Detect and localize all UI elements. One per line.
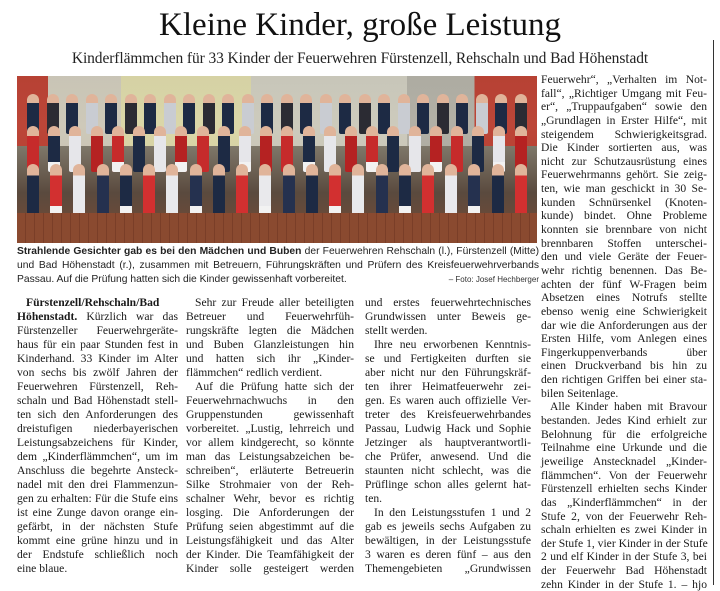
article-line: ten sich den Anforderungen des bbox=[17, 408, 178, 421]
article-line: Auf die Prüfung hatte sich der bbox=[195, 380, 354, 393]
article-text: Kürzlich war das bbox=[77, 310, 178, 323]
article-line: Absetzen eines Notrufs stellte bbox=[541, 291, 707, 305]
headline: Kleine Kinder, große Leistung bbox=[159, 7, 561, 43]
article-line: Belohnung für die erfolgreiche bbox=[541, 427, 707, 441]
article-line: der Kinder. Die Teamfähigkeit der bbox=[186, 548, 354, 561]
photo-person bbox=[27, 164, 39, 216]
article-line: Jetzinger als hauptverantwortli- bbox=[365, 436, 531, 449]
article-line: von sechs bis zwölf Jahren der bbox=[17, 366, 178, 379]
article-line: und erstes feuerwehrtechnisches bbox=[365, 296, 531, 309]
article-line: Prüfung seien abgestimmt auf die bbox=[186, 520, 354, 533]
photo-person bbox=[352, 164, 364, 216]
article-column-3 bbox=[365, 296, 531, 576]
photo-person bbox=[120, 164, 132, 216]
photo-person bbox=[73, 164, 85, 216]
photo-person bbox=[259, 164, 271, 216]
article-line: kommt eine grüne hinzu und in bbox=[17, 534, 178, 547]
article-line: Silke Strohmaier von der Reh- bbox=[186, 478, 354, 491]
article-line bbox=[17, 310, 178, 324]
article-line: ten ihrer Heimatfeuerwehr zei- bbox=[365, 380, 531, 393]
article-line: Feuerwehrnachwuchs in den bbox=[186, 394, 354, 407]
article-line: dar wie die Anforderungen aus der bbox=[541, 318, 707, 332]
article-line: Leistungsfähigkeit und das Alter bbox=[186, 534, 354, 547]
article-line: brennbaren Stoffen unterschei- bbox=[541, 236, 707, 250]
article-line: und hatten sich ihr „Kinder- bbox=[186, 352, 354, 365]
photo-person bbox=[213, 164, 225, 216]
article-line: 2 und elf Kinder in der Stufe 3, bei bbox=[541, 550, 707, 564]
article-line: bewältigen, in der Leistungsstufe bbox=[365, 534, 531, 547]
photo-person bbox=[376, 164, 388, 216]
article-line: nicht zur Schutzausrüstung eines bbox=[541, 154, 707, 168]
article-line bbox=[17, 296, 178, 310]
article-column-2 bbox=[186, 296, 354, 576]
article-column-1 bbox=[17, 296, 178, 576]
article-line: man das Leistungsabzeichen be- bbox=[186, 450, 354, 463]
article-line: flämmchen“. Von der Feuerwehr bbox=[541, 468, 707, 482]
article-line: treter des Kreisfeuerwehrbandes bbox=[365, 408, 531, 421]
article-line: kunden Schnürsenkel (Knoten- bbox=[541, 195, 707, 209]
article-line: jeweilige Anstecknadel „Kinder- bbox=[541, 454, 707, 468]
article-line: Grundwissen unter Beweis ge- bbox=[365, 310, 531, 323]
article-line: Feuerwehrmanns gehört. Sie zeig- bbox=[541, 168, 707, 182]
article-line: Passau, Ludwig Hack und Sophie bbox=[365, 422, 531, 435]
caption-lead: Strahlende Gesichter gab es bei den Mädchen und Buben bbox=[17, 246, 302, 257]
article-line: Fingerkuppenverbands über bbox=[541, 345, 707, 359]
photo-person bbox=[143, 164, 155, 216]
article-line: Leistungsabzeichens für Kinder, bbox=[17, 436, 178, 449]
article-line: schalner Wehr, bevor es richtig bbox=[186, 492, 354, 505]
article-line: gab es jeweils sechs Aufgaben zu bbox=[365, 520, 531, 533]
column-rule bbox=[713, 40, 714, 585]
photo-person bbox=[283, 164, 295, 216]
article-line: den und viele Geräte der Feuer- bbox=[541, 250, 707, 264]
article-line: den richtigen Griffen bei einer sta- bbox=[541, 373, 707, 387]
photo-person bbox=[422, 164, 434, 216]
photo-person bbox=[236, 164, 248, 216]
dateline: Fürstenzell/Rehschaln/Bad bbox=[26, 296, 160, 309]
photo-floor bbox=[17, 213, 537, 243]
photo-person bbox=[97, 164, 109, 216]
article-line: Anschluss die begehrte Ansteck- bbox=[17, 464, 178, 477]
article-line: bilen Seitenlage. bbox=[541, 386, 619, 400]
photo-person bbox=[166, 164, 178, 216]
article-line: se und Fertigkeiten durften sie bbox=[365, 352, 531, 365]
article-line: das „Kinderflämmchen“ in der bbox=[541, 495, 707, 509]
article-line: ten, wie man geschickt in 30 Se- bbox=[541, 182, 707, 196]
dateline-end: Höhenstadt. bbox=[17, 310, 78, 323]
article-line: Feuerwehr“, „Verhalten im Not- bbox=[541, 73, 707, 86]
article-line: bestanden. Jedes Kind erhielt zur bbox=[541, 414, 707, 428]
photo-person bbox=[492, 164, 504, 216]
article-line: losging. Die Anforderungen der bbox=[186, 506, 354, 519]
photo-person bbox=[468, 164, 480, 216]
article-line: Feuerwehren Fürstenzell, Reh- bbox=[17, 380, 178, 393]
article-line: dem „Kinderflämmchen“, um im bbox=[17, 450, 178, 463]
article-line: er“, „Truppaufgaben“ sowie den bbox=[541, 100, 707, 114]
article-line: Ihre neu erworbenen Kenntnis- bbox=[374, 338, 531, 351]
caption-text: der Feuerwehren Rehschaln (l.), Fürstenzell (Mitte) und Bad Höhenstadt (r.), zusammen mit Betreuern, Führungskräften und Prüfern des Kreisfeuerwehrverbands Passau. Auf die Prüfung hatten sich die Kinder gewissenhaft vorbereitet. bbox=[17, 246, 539, 285]
article-line: ebenso wenig eine Schwierigkeit bbox=[541, 304, 707, 318]
photo-person bbox=[190, 164, 202, 216]
photo-person bbox=[445, 164, 457, 216]
group-photo bbox=[17, 76, 537, 243]
article-line: und Buben Glanzleistungen hin bbox=[186, 338, 354, 351]
article-line: achten der fünf W-Fragen beim bbox=[541, 277, 707, 291]
article-line: rungskräfte legten die Mädchen bbox=[186, 324, 354, 337]
article-line: haus für ein paar Stunden fest in bbox=[17, 338, 178, 351]
article-line: che Prüfer, anwesend. Und die bbox=[365, 450, 531, 463]
article-line: zehn Kinder in der Stufe 1. – hjo bbox=[541, 577, 707, 591]
article-line: Kinderhand. 33 Kinder im Alter bbox=[17, 352, 178, 365]
article-line: schaln und Bad Höhenstadt stell- bbox=[17, 394, 178, 407]
article-line: stellt werden. bbox=[365, 324, 428, 337]
article-line: gen zu erhalten: Für die Stufe eins bbox=[17, 492, 178, 505]
article-line: fall“, „Richtiger Umgang mit Feu- bbox=[541, 86, 707, 100]
article-line: ist eine Zunge davon orange ein- bbox=[17, 506, 178, 519]
article-line: Ersten Hilfe, vom Anlegen eines bbox=[541, 332, 707, 346]
article-line: der Feuerwehr Bad Höhenstadt bbox=[541, 564, 707, 578]
photo-person bbox=[306, 164, 318, 216]
article-line: gen. Es waren auch offizielle Ver- bbox=[365, 394, 531, 407]
article-line: Fürstenzell erhielten sechs Kinder bbox=[541, 482, 707, 496]
article-line: Prüflinge schon alles gelernt hat- bbox=[365, 478, 531, 491]
article-line: schreiben“, erläuterte Betreuerin bbox=[186, 464, 354, 477]
article-line: Fürstenzeller Feuerwehrgeräte- bbox=[17, 324, 178, 337]
article-line: vor allem kindgerecht, so könnte bbox=[186, 436, 354, 449]
article-line: Themengebieten „Grundwissen bbox=[365, 562, 531, 575]
article-line: steigendem Schwierigkeitsgrad. bbox=[541, 127, 707, 141]
article-line: schaln erhielten es zwei Kinder in bbox=[541, 523, 707, 537]
article-line: vorbereitet. „Lustig, lehrreich und bbox=[186, 422, 354, 435]
article-line: Sehr zur Freude aller beteiligten bbox=[195, 296, 354, 309]
article-line: In den Leistungsstufen 1 und 2 bbox=[374, 506, 531, 519]
photo-credit: – Foto: Josef Hechberger bbox=[448, 275, 539, 284]
photo-caption bbox=[17, 245, 539, 287]
photo-front-row bbox=[27, 164, 527, 216]
article-line: ten. bbox=[365, 492, 383, 505]
photo-person bbox=[399, 164, 411, 216]
article-line: Teilnahme eine Urkunde und die bbox=[541, 441, 707, 455]
article-line: wehr richtig benennen. Das Be- bbox=[541, 263, 707, 277]
article-line: kunde) bindet. Ohne Probleme bbox=[541, 209, 707, 223]
article-line: einen Druckverband bis hin zu bbox=[541, 359, 707, 373]
article-line: gefärbt, in der nächsten Stufe bbox=[17, 520, 178, 533]
photo-person bbox=[329, 164, 341, 216]
article-line: eine blaue. bbox=[17, 562, 68, 575]
article-line: staunten nicht schlecht, was die bbox=[365, 464, 531, 477]
article-line: aber nicht nur den Führungskräf- bbox=[365, 366, 531, 379]
article-line: Kinder solle gesteigert werden bbox=[186, 562, 354, 575]
article-line: flämmchen“ redlich verdient. bbox=[186, 366, 323, 379]
article-line: dreistufigen niederbayerischen bbox=[17, 422, 178, 435]
photo-person bbox=[515, 164, 527, 216]
article-line: der Endstufe schließlich noch bbox=[17, 548, 178, 561]
article-line: Die Kinder sortierten aus, was bbox=[541, 141, 707, 155]
article-line: Gruppenstunden gewissenhaft bbox=[186, 408, 354, 421]
article-line: Stufe 2, von der Feuerwehr Reh- bbox=[541, 509, 707, 523]
article-line: Alle Kinder haben mit Bravour bbox=[550, 400, 707, 414]
article-line: der Stufe 1, vier Kinder in der Stufe bbox=[541, 536, 708, 550]
article-line: konnten sie brennbare von nicht bbox=[541, 223, 707, 237]
subheadline: Kinderflämmchen für 33 Kinder der Feuerwehren Fürstenzell, Rehschaln und Bad Höhenstadt bbox=[71, 50, 649, 67]
article-line: Betreuer und Feuerwehrfüh- bbox=[186, 310, 354, 323]
article-column-4 bbox=[541, 73, 707, 591]
article-line: nadel mit den drei Flammenzun- bbox=[17, 478, 178, 491]
article-line: „Grundlagen in Erster Hilfe“, mit bbox=[541, 113, 707, 127]
photo-person bbox=[50, 164, 62, 216]
article-line: 3 waren es deren fünf – aus den bbox=[365, 548, 531, 561]
